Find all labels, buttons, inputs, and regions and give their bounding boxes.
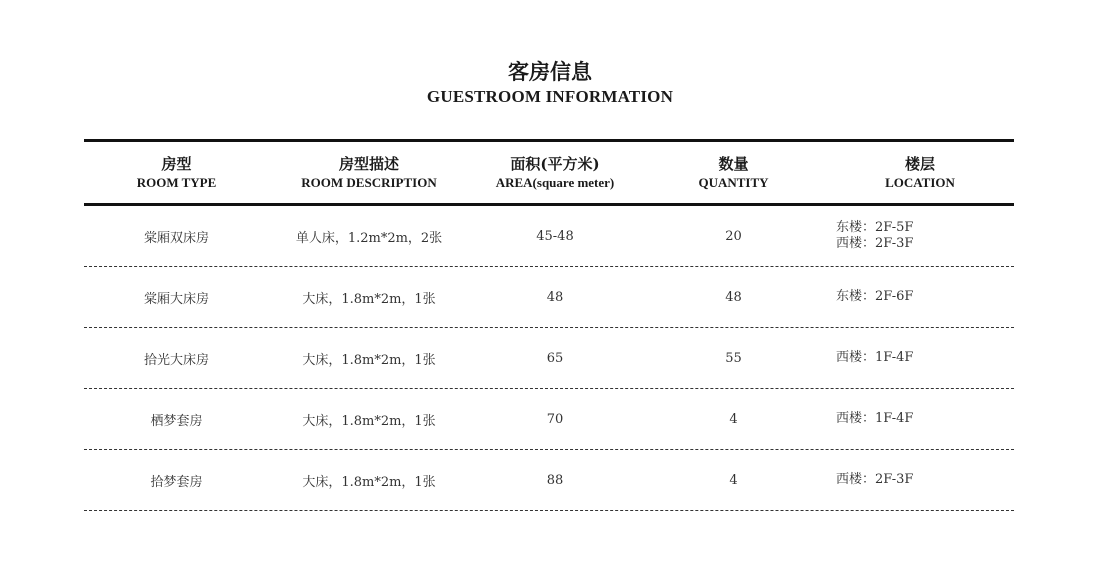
- table-header-row: [84, 142, 1014, 203]
- table-row: [84, 450, 1014, 511]
- header-cn: 面积(平方米): [510, 154, 600, 173]
- location-line: 西楼：1F-4F: [836, 350, 914, 365]
- cell-location: [826, 450, 1014, 510]
- cell-area: 88: [546, 472, 564, 488]
- location-line: 西楼：2F-3F: [836, 236, 914, 251]
- cell-description: 大床，1.8m*2m，1张: [302, 352, 436, 368]
- cell-area: 70: [546, 411, 564, 427]
- cell-room-type: 拾梦套房: [150, 474, 203, 490]
- table-row: [84, 328, 1014, 389]
- page-title-en: GUESTROOM INFORMATION: [426, 87, 674, 106]
- table-row: [84, 389, 1014, 450]
- cell-quantity: 55: [725, 350, 742, 366]
- header-en: ROOM TYPE: [136, 174, 217, 190]
- header-en: ROOM DESCRIPTION: [301, 174, 437, 190]
- header-room-type: [84, 142, 269, 203]
- location-line: 西楼：1F-4F: [836, 411, 914, 426]
- cell-description: 单人床，1.2m*2m，2张: [295, 230, 443, 246]
- cell-room-type: 拾光大床房: [143, 352, 209, 368]
- header-en: LOCATION: [885, 174, 955, 190]
- header-room-description: [269, 142, 469, 203]
- location-line: 西楼：2F-3F: [836, 472, 914, 487]
- header-cn: 楼层: [904, 154, 935, 173]
- cell-area: 45-48: [536, 228, 574, 244]
- header-quantity: [641, 142, 826, 203]
- cell-location: [826, 267, 1014, 327]
- cell-description: 大床，1.8m*2m，1张: [302, 291, 436, 307]
- cell-quantity: 4: [729, 472, 738, 488]
- table-row: [84, 206, 1014, 267]
- cell-description: 大床，1.8m*2m，1张: [302, 413, 436, 429]
- cell-description: 大床，1.8m*2m，1张: [302, 474, 436, 490]
- header-cn: 数量: [718, 154, 749, 173]
- guestroom-table: [84, 139, 1014, 511]
- cell-room-type: 栖梦套房: [150, 413, 203, 429]
- table-row: [84, 267, 1014, 328]
- page-title-cn: 客房信息: [508, 59, 592, 84]
- cell-room-type: 棠厢双床房: [143, 230, 209, 246]
- cell-location: [826, 328, 1014, 388]
- cell-quantity: 20: [725, 228, 742, 244]
- cell-area: 65: [546, 350, 564, 366]
- cell-location: [826, 206, 1014, 266]
- cell-quantity: 4: [729, 411, 738, 427]
- cell-room-type: 棠厢大床房: [143, 291, 209, 307]
- header-location: [826, 142, 1014, 203]
- header-cn: 房型描述: [338, 154, 399, 173]
- cell-area: 48: [546, 289, 564, 305]
- cell-location: [826, 389, 1014, 449]
- header-en: QUANTITY: [698, 174, 769, 190]
- location-line: 东楼：2F-6F: [836, 289, 914, 304]
- location-line: 东楼：2F-5F: [836, 220, 914, 235]
- page-title-block: [0, 58, 1100, 108]
- cell-quantity: 48: [725, 289, 742, 305]
- header-en: AREA(square meter): [495, 174, 615, 190]
- header-area: [469, 142, 641, 203]
- header-cn: 房型: [161, 154, 192, 173]
